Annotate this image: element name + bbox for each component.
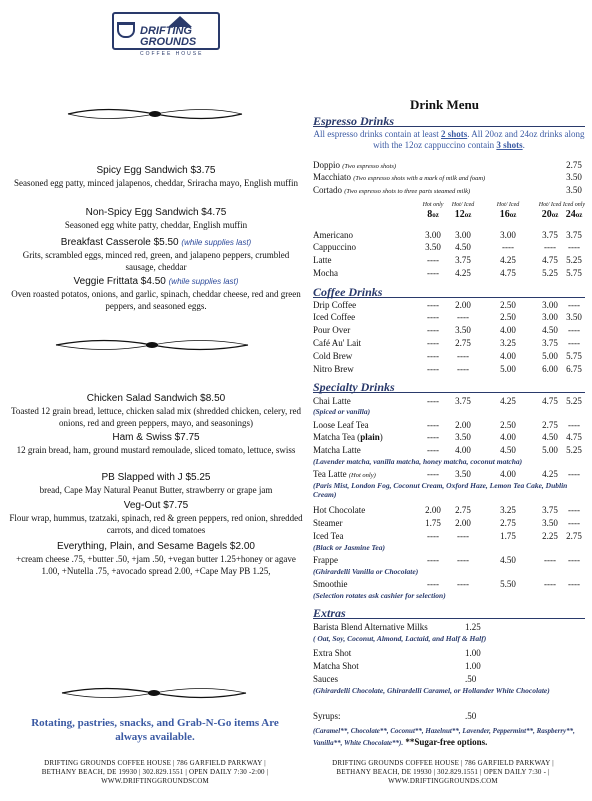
flourish-divider-bottom	[60, 682, 248, 704]
drink-name: Matcha Latte	[313, 445, 361, 455]
size-number: 24	[565, 209, 576, 220]
food-item-name: Veg-Out $7.75	[123, 500, 189, 511]
drink-price: 3.00	[425, 230, 441, 240]
extra-row	[313, 621, 585, 633]
drink-price: ----	[427, 579, 439, 589]
drink-row	[313, 159, 585, 171]
drink-row	[313, 299, 585, 311]
food-item	[8, 236, 304, 273]
drink-row	[313, 395, 585, 407]
size-unit: oz	[509, 211, 517, 219]
drink-price: ----	[457, 351, 469, 361]
drink-row	[313, 554, 585, 566]
drink-price: 4.75	[566, 432, 582, 442]
drink-price: 5.25	[566, 396, 582, 406]
drink-name-part: Matcha Tea (	[313, 432, 361, 442]
drink-price: 3.75	[542, 505, 558, 515]
drink-price: 2.50	[500, 312, 516, 322]
drink-row	[313, 311, 585, 323]
drink-price: 4.50	[500, 445, 516, 455]
section-title: Extras	[313, 606, 346, 620]
drink-price: 4.25	[455, 268, 471, 278]
drink-price: ----	[568, 505, 580, 515]
drink-price: ----	[457, 364, 469, 374]
drink-price: ----	[544, 579, 556, 589]
drink-price: ----	[457, 531, 469, 541]
drink-price: 5.00	[542, 351, 558, 361]
food-item-note: (while supplies last)	[181, 238, 252, 247]
extra-name: Syrups:	[313, 711, 341, 721]
extra-price: 1.25	[465, 622, 481, 632]
drink-price: 4.00	[455, 445, 471, 455]
drink-name	[313, 431, 383, 443]
flourish-divider-top	[66, 103, 244, 125]
food-item-desc: 12 grain bread, ham, ground mustard remoulade, sliced tomato, lettuce, swiss	[16, 445, 296, 455]
extra-options: (Ghirardelli Chocolate, Ghirardelli Caramel, or Hollander White Chocolate)	[313, 686, 550, 695]
drink-price: 2.50	[500, 420, 516, 430]
food-item-name: Chicken Salad Sandwich $8.50	[86, 393, 226, 404]
drink-price: 4.50	[542, 325, 558, 335]
food-item	[8, 431, 304, 456]
drink-price: 3.50	[566, 172, 582, 182]
section-header-espresso	[313, 112, 585, 127]
food-item	[8, 206, 304, 231]
food-item-name: Veggie Frittata $4.50	[73, 276, 166, 287]
size-temp: Hot/ Iced	[538, 202, 562, 208]
drink-price: 2.00	[455, 518, 471, 528]
drink-price: 3.75	[455, 396, 471, 406]
section-title: Coffee Drinks	[313, 285, 383, 299]
syrups-list	[313, 726, 585, 749]
drink-price: ----	[568, 338, 580, 348]
extra-name: Barista Blend Alternative Milks	[313, 622, 428, 632]
drink-price: ----	[427, 255, 439, 265]
drink-price: ----	[457, 312, 469, 322]
drink-name: Hot Chocolate	[313, 505, 366, 515]
drink-price: 5.25	[566, 445, 582, 455]
extra-price: 1.00	[465, 661, 481, 671]
drink-price: 4.50	[500, 555, 516, 565]
size-temp: Hot/ Iced	[496, 202, 520, 208]
food-item-desc: Flour wrap, hummus, tzatzaki, spinach, red & green peppers, red onion, shredded carrots, and diced tomatoes	[9, 513, 303, 535]
size-number: 20	[541, 209, 552, 220]
drink-options: (Black or Jasmine Tea)	[313, 543, 386, 552]
drink-name: Tea Latte	[313, 469, 347, 479]
drink-row	[313, 267, 585, 279]
drink-name-emphasis: plain	[360, 432, 380, 442]
drink-options: (Lavender matcha, vanilla matcha, honey matcha, coconut matcha)	[313, 457, 523, 466]
food-item-desc: Seasoned egg white patty, cheddar, English muffin	[64, 220, 248, 230]
food-item	[8, 164, 304, 189]
footer-line: DRIFTING GROUNDS COFFEE HOUSE | 786 GARFIELD PARKWAY |	[44, 759, 266, 767]
extra-row	[313, 660, 585, 672]
drink-price: ----	[427, 338, 439, 348]
food-item	[8, 499, 304, 536]
footer-line[interactable]: WWW.DRIFTINGGROUNDSCOM	[101, 777, 209, 785]
footer-line[interactable]: WWW.DRIFTINGGROUNDS.COM	[388, 777, 498, 785]
drink-price: 4.25	[542, 469, 558, 479]
drink-price: 4.25	[500, 255, 516, 265]
drink-price: 4.75	[542, 255, 558, 265]
food-item-desc: Grits, scrambled eggs, minced red, green, and jalapeno peppers, crumbled sausage, cheddar	[22, 250, 290, 272]
drink-name: Chai Latte	[313, 396, 351, 406]
drink-price: 4.75	[542, 396, 558, 406]
food-item	[8, 540, 304, 577]
size-unit: oz	[464, 211, 472, 219]
drink-name: Cortado	[313, 185, 342, 195]
drink-price: ----	[427, 325, 439, 335]
syrup-flavors: (Caramel**, Chocolate**, Coconut**, Hazelnut**, Lavender, Peppermint**, Raspberry**, Vanilla**, White Chocolate**).	[313, 727, 575, 747]
size-temp: Hot/ Iced	[451, 202, 475, 208]
drink-name: Doppio	[313, 160, 340, 170]
drink-price: 2.00	[455, 420, 471, 430]
espresso-intro	[313, 129, 585, 151]
size-number: 16	[499, 209, 510, 220]
drink-price: ----	[427, 531, 439, 541]
coffee-cup-icon	[117, 22, 135, 38]
drink-price: 3.75	[542, 338, 558, 348]
drink-price: 5.50	[500, 579, 516, 589]
drink-price: ----	[457, 555, 469, 565]
drink-price: 6.75	[566, 364, 582, 374]
drink-price: 3.50	[455, 469, 471, 479]
size-temp: Iced only	[562, 202, 586, 208]
size-number: 8	[427, 209, 433, 220]
drink-row	[313, 324, 585, 336]
drink-name: Pour Over	[313, 325, 351, 335]
drink-price: 5.75	[566, 268, 582, 278]
drink-menu-title: Drink Menu	[410, 97, 479, 112]
drink-price: ----	[544, 555, 556, 565]
intro-text: .	[522, 140, 525, 150]
drink-price: ----	[568, 420, 580, 430]
size-unit: oz	[575, 211, 583, 219]
logo-word-2: GROUNDS	[140, 36, 197, 48]
drink-name: Frappe	[313, 555, 338, 565]
drink-price: 2.00	[425, 505, 441, 515]
drink-row	[313, 431, 585, 443]
food-item-desc: bread, Cape May Natural Peanut Butter, strawberry or grape jam	[39, 485, 273, 495]
drink-price: ----	[427, 420, 439, 430]
size-unit: oz	[551, 211, 559, 219]
sugar-free-note: **Sugar-free options.	[403, 737, 488, 747]
drink-price: ----	[427, 351, 439, 361]
drink-price: ----	[568, 242, 580, 252]
drink-price: 3.50	[542, 518, 558, 528]
extra-name: Extra Shot	[313, 648, 352, 658]
extra-row	[313, 673, 585, 685]
drink-price: 2.00	[455, 300, 471, 310]
food-item	[8, 471, 304, 496]
drink-price: 2.75	[500, 518, 516, 528]
drink-price: ----	[427, 555, 439, 565]
drink-row	[313, 444, 585, 456]
drink-row	[313, 419, 585, 431]
drink-note: (Two espresso shots)	[342, 163, 397, 170]
intro-emphasis: 2 shots	[440, 129, 468, 139]
extra-name: Sauces	[313, 674, 338, 684]
drink-name: Smoothie	[313, 579, 348, 589]
logo	[112, 12, 220, 58]
drink-price: ----	[568, 518, 580, 528]
drink-price: 3.00	[542, 312, 558, 322]
drink-price: 2.75	[566, 531, 582, 541]
flourish-divider-mid	[54, 334, 250, 356]
drink-note: (Hot only)	[348, 472, 376, 479]
food-item-name: Ham & Swiss $7.75	[112, 432, 200, 443]
drink-price: 4.50	[455, 242, 471, 252]
footer-line: BETHANY BEACH, DE 19930 | 302.829.1551 | OPEN DAILY 7:30 - |	[336, 768, 550, 776]
extra-name: Matcha Shot	[313, 661, 359, 671]
drink-price: 3.50	[566, 185, 582, 195]
drink-name: Americano	[313, 230, 353, 240]
drink-price: ----	[427, 445, 439, 455]
drink-price: 5.00	[542, 445, 558, 455]
drink-price: ----	[568, 579, 580, 589]
drink-price: 3.25	[500, 338, 516, 348]
drink-name-part: )	[379, 432, 383, 442]
drink-price: 4.00	[500, 432, 516, 442]
drink-name: Cold Brew	[313, 351, 353, 361]
drink-price: 3.00	[542, 300, 558, 310]
drink-price: 6.00	[542, 364, 558, 374]
drink-options: (Spiced or vanilla)	[313, 407, 371, 416]
drink-price: ----	[568, 325, 580, 335]
size-unit: oz	[432, 211, 439, 219]
food-item-name: Non-Spicy Egg Sandwich $4.75	[85, 207, 227, 218]
drink-price: ----	[457, 579, 469, 589]
drink-price: 3.50	[566, 312, 582, 322]
drink-price: ----	[502, 242, 514, 252]
extra-row	[313, 647, 585, 659]
drink-price: 3.75	[566, 230, 582, 240]
drink-price: 4.00	[500, 469, 516, 479]
size-col-header	[562, 202, 586, 221]
drink-name: Loose Leaf Tea	[313, 420, 369, 430]
food-item-name: Everything, Plain, and Sesame Bagels $2.00	[57, 541, 255, 552]
drink-row	[313, 530, 585, 542]
drink-row	[313, 184, 585, 196]
drink-options: (Ghirardelli Vanilla or Chocolate)	[313, 567, 419, 576]
drink-price: 3.50	[425, 242, 441, 252]
size-col-header	[421, 202, 445, 221]
drink-price: 2.75	[566, 160, 582, 170]
logo-tagline: COFFEE HOUSE	[140, 51, 204, 57]
drink-price: ----	[568, 555, 580, 565]
drink-row	[313, 350, 585, 362]
drink-price: 1.75	[500, 531, 516, 541]
drink-price: ----	[544, 242, 556, 252]
footer-right	[298, 759, 588, 786]
drink-row	[313, 468, 585, 480]
footer-line: BETHANY BEACH, DE 19930 | 302.829.1551 | OPEN DAILY 7:30 -2:00 |	[41, 768, 269, 776]
drink-name: Macchiato	[313, 172, 351, 182]
drink-price: ----	[427, 396, 439, 406]
drink-price: 3.25	[500, 505, 516, 515]
drink-price: ----	[427, 268, 439, 278]
drink-row	[313, 517, 585, 529]
drink-price: 5.25	[566, 255, 582, 265]
drink-name: Café Au' Lait	[313, 338, 362, 348]
drink-row	[313, 504, 585, 516]
size-col-header	[451, 202, 475, 221]
food-item-desc: Oven roasted potatos, onions, and garlic, spinach, cheddar cheese, red and green peppers, and seasoned eggs.	[11, 289, 301, 311]
drink-price: ----	[568, 300, 580, 310]
food-item	[8, 275, 304, 312]
size-header	[313, 202, 585, 228]
logo-word-1: DRIFTING	[140, 25, 192, 37]
drink-price: 4.75	[500, 268, 516, 278]
drink-name: Steamer	[313, 518, 343, 528]
food-item-name: PB Slapped with J $5.25	[101, 472, 211, 483]
section-title: Espresso Drinks	[313, 114, 395, 128]
drink-note: (Two espresso shots with a mark of milk and foam)	[353, 175, 486, 182]
size-temp: Hot only	[422, 202, 444, 208]
drink-row	[313, 337, 585, 349]
drink-price: ----	[427, 469, 439, 479]
food-item-desc: Toasted 12 grain bread, lettuce, chicken salad mix (shredded chicken, celery, red onions, red and green peppers, mayo, and seasonings)	[11, 406, 301, 428]
extra-row	[313, 710, 585, 722]
drink-price: ----	[427, 364, 439, 374]
extra-options: ( Oat, Soy, Coconut, Almond, Lactaid, and Half & Half)	[313, 634, 487, 643]
food-item-name: Breakfast Casserole $5.50	[60, 237, 179, 248]
drink-price: ----	[427, 300, 439, 310]
drink-price: 2.75	[455, 338, 471, 348]
drink-name: Cappuccino	[313, 242, 356, 252]
drink-price: 1.75	[425, 518, 441, 528]
food-item	[8, 392, 304, 429]
intro-text: All espresso drinks contain at least	[313, 129, 441, 139]
drink-name: Drip Coffee	[313, 300, 357, 310]
drink-row	[313, 363, 585, 375]
size-col-header	[538, 202, 562, 221]
extra-price: .50	[465, 674, 477, 684]
drink-price: 3.00	[455, 230, 471, 240]
drink-options: (Selection rotates ask cashier for selection)	[313, 591, 446, 600]
intro-text: . All 20oz and 24oz drinks along with the 12oz cappuccino contain	[373, 129, 585, 150]
footer-left	[10, 759, 300, 786]
section-header-specialty	[313, 378, 585, 393]
drink-name: Mocha	[313, 268, 338, 278]
drink-price: 4.00	[500, 325, 516, 335]
drink-price: 4.25	[500, 396, 516, 406]
drink-price: 5.00	[500, 364, 516, 374]
drink-price: 4.50	[542, 432, 558, 442]
drink-options: (Paris Mist, London Fog, Coconut Cream, Oxford Haze, Lemon Tea Cake, Dublin Cream)	[313, 481, 568, 499]
footer-line: DRIFTING GROUNDS COFFEE HOUSE | 786 GARFIELD PARKWAY |	[332, 759, 554, 767]
drink-name: Iced Tea	[313, 531, 344, 541]
drink-price: 4.00	[500, 351, 516, 361]
drink-price: 5.75	[566, 351, 582, 361]
food-item-desc: +cream cheese .75, +butter .50, +jam .50, +vegan butter 1.25+honey or agave 1.00, +Nutella .75, +avocado spread 2.00, +Cape May PB 1.25,	[16, 554, 296, 576]
section-header-extras	[313, 604, 585, 619]
section-header-coffee	[313, 283, 585, 298]
food-item-note: (while supplies last)	[168, 277, 239, 286]
drink-price: 3.00	[500, 230, 516, 240]
drink-price: 2.50	[500, 300, 516, 310]
drink-note: (Two espresso shots to three parts steamed milk)	[344, 188, 471, 195]
extra-price: .50	[465, 711, 477, 721]
drink-name: Nitro Brew	[313, 364, 354, 374]
drink-price: 2.75	[455, 505, 471, 515]
drink-price: 5.25	[542, 268, 558, 278]
drink-row	[313, 578, 585, 590]
drink-price: ----	[568, 469, 580, 479]
section-title: Specialty Drinks	[313, 380, 395, 394]
size-number: 12	[454, 209, 465, 220]
drink-price: 3.50	[455, 325, 471, 335]
drink-row	[313, 241, 585, 253]
drink-name: Iced Coffee	[313, 312, 356, 322]
drink-price: 3.75	[455, 255, 471, 265]
drink-price: 2.25	[542, 531, 558, 541]
intro-emphasis: 3 shots	[496, 140, 523, 150]
rotating-items-note: Rotating, pastries, snacks, and Grab-N-Go items Are always available.	[31, 717, 279, 743]
drink-price: 3.75	[542, 230, 558, 240]
drink-price: 3.50	[455, 432, 471, 442]
drink-name: Latte	[313, 255, 332, 265]
size-col-header	[496, 202, 520, 221]
drink-row	[313, 229, 585, 241]
drink-row	[313, 171, 585, 183]
drink-row	[313, 254, 585, 266]
drink-price: 2.75	[542, 420, 558, 430]
drink-price: ----	[427, 432, 439, 442]
drink-price: ----	[427, 312, 439, 322]
extra-price: 1.00	[465, 648, 481, 658]
food-item-desc: Seasoned egg patty, minced jalapenos, cheddar, Sriracha mayo, English muffin	[13, 178, 299, 188]
food-item-name: Spicy Egg Sandwich $3.75	[96, 165, 216, 176]
